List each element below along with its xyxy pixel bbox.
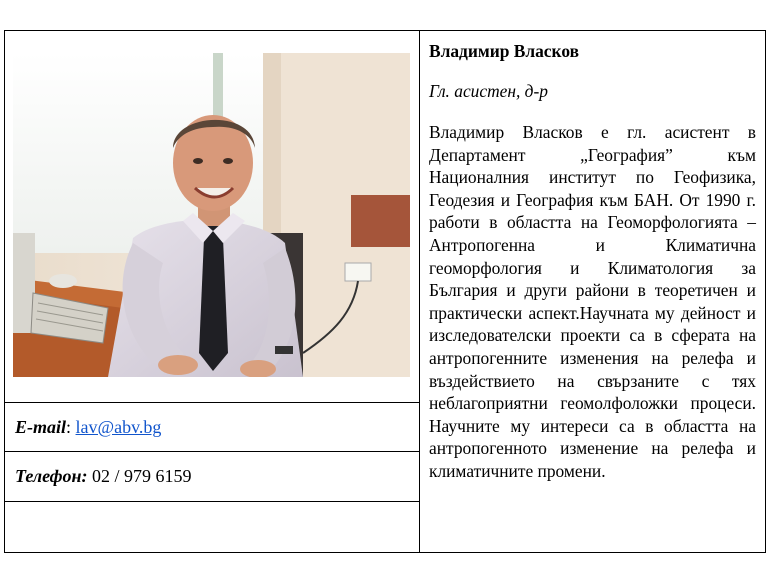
photo-cell [5, 31, 420, 403]
profile-table [4, 30, 766, 553]
email-row: E-mail: lav@abv.bg [5, 403, 420, 452]
person-name: Владимир Власков [429, 41, 579, 61]
profile-photo [13, 53, 410, 377]
phone-label: Телефон: [15, 466, 88, 487]
bio-cell [420, 31, 766, 553]
empty-row [5, 501, 420, 552]
person-bio: Владимир Власков е гл. асистент в Департамент „География” към Националния институт по Геофизика, Геодезия и География към БАН. От 1990 г. работи в областта на Геоморфологията – Антропогенна и Климатична геоморфология и Климатология за България и други райони в теоретичен и практически аспект.Научната му дейност и изследователски проекти са в сферата на антропогенните изменения на релефа и въздействието на свързаните с тях неблагоприятни геомолфоложки процеси. Научните му интереси са в областта на антропогенното изменение на релефа и климатичните промени. [429, 122, 756, 481]
email-link[interactable]: lav@abv.bg [75, 416, 162, 437]
email-label: E-mail [15, 416, 67, 437]
phone-row [5, 452, 420, 501]
person-title: Гл. асистен, д-р [429, 81, 548, 101]
phone-value: 02 / 979 6159 [92, 466, 192, 487]
